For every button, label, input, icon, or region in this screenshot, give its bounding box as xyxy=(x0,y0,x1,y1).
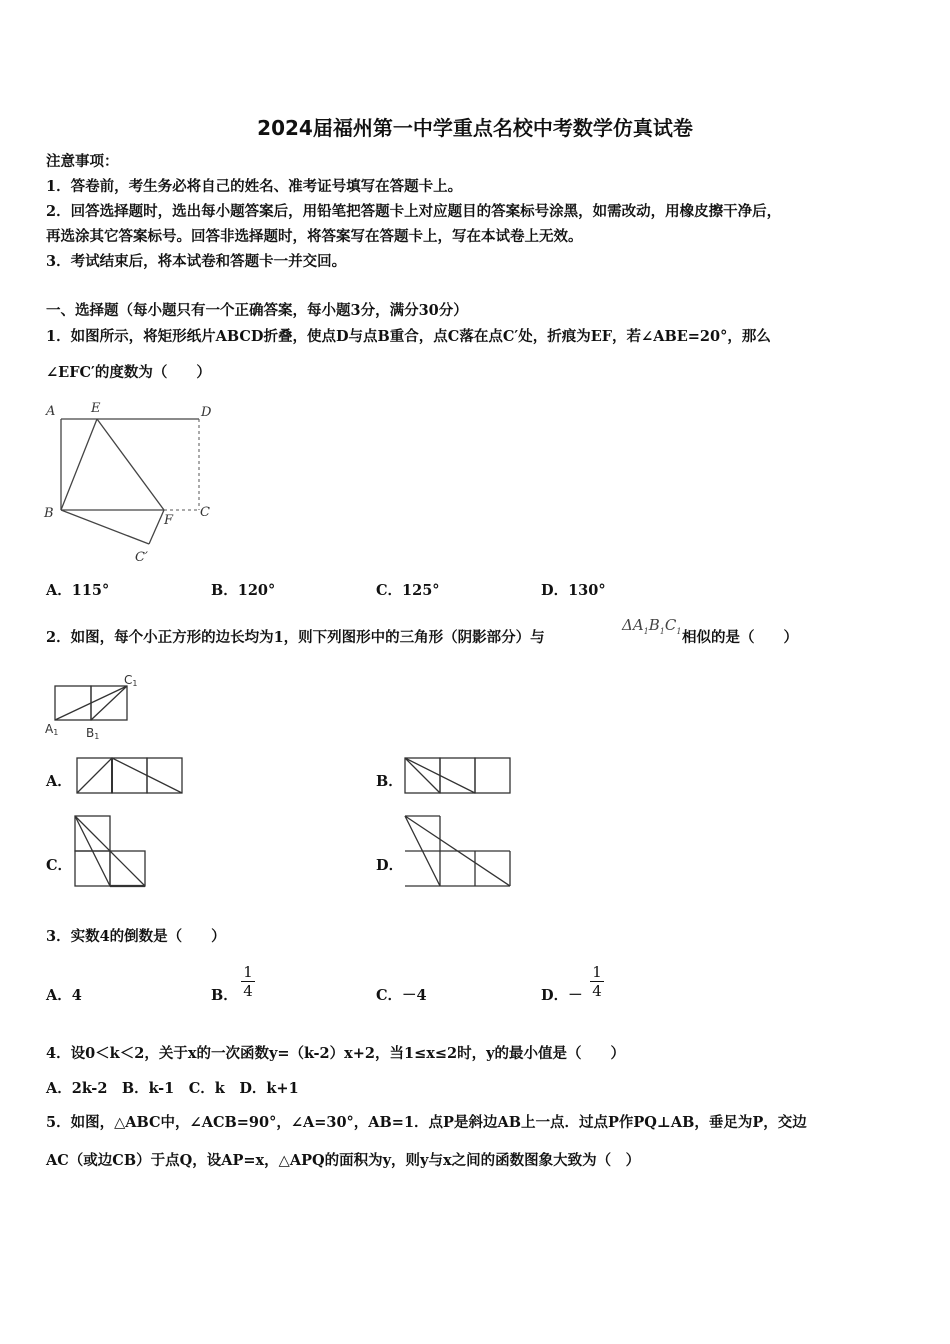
label-f: F xyxy=(164,513,174,528)
q5-text-cont: AC（或边CB）于点Q，设AP=x，△APQ的面积为y，则y与x之间的函数图象大致为（ ） xyxy=(46,1152,641,1169)
q4-text: 4．设0＜k＜2，关于x的一次函数y=（k-2）x+2，当1≤x≤2时，y的最小值是（ ） xyxy=(46,1045,626,1062)
section-heading: 一、选择题（每小题只有一个正确答案，每小题3分，满分30分） xyxy=(46,302,468,319)
q1-option-b[interactable]: B．120° xyxy=(211,582,276,599)
q2-option-c[interactable]: C． xyxy=(46,857,73,874)
q2-reference-figure xyxy=(40,670,160,742)
q2-option-a[interactable]: A． xyxy=(46,773,72,790)
q2-option-b-figure[interactable] xyxy=(402,756,514,796)
label-b: B xyxy=(44,506,54,521)
q2-option-a-figure[interactable] xyxy=(74,756,186,796)
q1-option-d[interactable]: D．130° xyxy=(541,582,606,599)
q2-option-d-figure[interactable] xyxy=(402,814,514,890)
q2-text: 2．如图，每个小正方形的边长均为1，则下列图形中的三角形（阴影部分）与 xyxy=(46,629,545,646)
label-e: E xyxy=(91,401,101,416)
label-a: A xyxy=(46,404,56,419)
notice-item: 3．考试结束后，将本试卷和答题卡一并交回。 xyxy=(46,253,347,270)
q3-text: 3．实数4的倒数是（ ） xyxy=(46,928,226,945)
label-b1: B1 xyxy=(86,726,100,741)
label-d: D xyxy=(201,405,212,420)
q3-option-d-fraction: $\frac{1}{4}$ xyxy=(590,963,604,1000)
label-c1: C1 xyxy=(124,673,138,688)
q3-option-c[interactable]: C．－4 xyxy=(376,987,427,1004)
label-c: C xyxy=(200,505,210,520)
q1-option-a[interactable]: A．115° xyxy=(46,582,110,599)
q1-figure xyxy=(40,398,230,568)
q3-option-b[interactable]: B． xyxy=(211,987,238,1004)
q3-option-b-fraction: $\frac{1}{4}$ xyxy=(241,963,255,1000)
q5-text: 5．如图，△ABC中，∠ACB=90°，∠A=30°，AB=1．点P是斜边AB上一点．过点P作PQ⊥AB，垂足为P，交边 xyxy=(46,1114,807,1131)
q4-options[interactable]: A．2k-2 B．k-1 C．k D．k+1 xyxy=(46,1080,299,1097)
notice-item: 1．答卷前，考生务必将自己的姓名、准考证号填写在答题卡上。 xyxy=(46,178,463,195)
q2-option-d[interactable]: D． xyxy=(376,857,404,874)
q2-option-c-figure[interactable] xyxy=(72,814,152,890)
q2-text-end: 相似的是（ ） xyxy=(682,629,798,646)
notice-item: 2．回答选择题时，选出每小题答案后，用铅笔把答题卡上对应题目的答案标号涂黑，如需改动，用橡皮擦干净后， xyxy=(46,203,782,220)
q3-option-d[interactable]: D．－ xyxy=(541,987,583,1004)
notice-heading: 注意事项： xyxy=(46,153,119,170)
q2-option-b[interactable]: B． xyxy=(376,773,403,790)
q2-triangle-notation: $\Delta A_1B_1C_1$ xyxy=(622,616,682,636)
q1-text-cont: ∠EFC′的度数为（ ） xyxy=(46,364,211,381)
notice-item: 再选涂其它答案标号。回答非选择题时，将答案写在答题卡上，写在本试卷上无效。 xyxy=(46,228,583,245)
q1-text: 1．如图所示，将矩形纸片ABCD折叠，使点D与点B重合，点C落在点C′处，折痕为EF，若∠ABE=20°，那么 xyxy=(46,328,771,345)
label-a1: A1 xyxy=(45,722,59,737)
page-title: 2024届福州第一中学重点名校中考数学仿真试卷 xyxy=(257,116,693,140)
label-c-prime: C′ xyxy=(135,550,148,565)
q3-option-a[interactable]: A．4 xyxy=(46,987,82,1004)
q1-option-c[interactable]: C．125° xyxy=(376,582,440,599)
